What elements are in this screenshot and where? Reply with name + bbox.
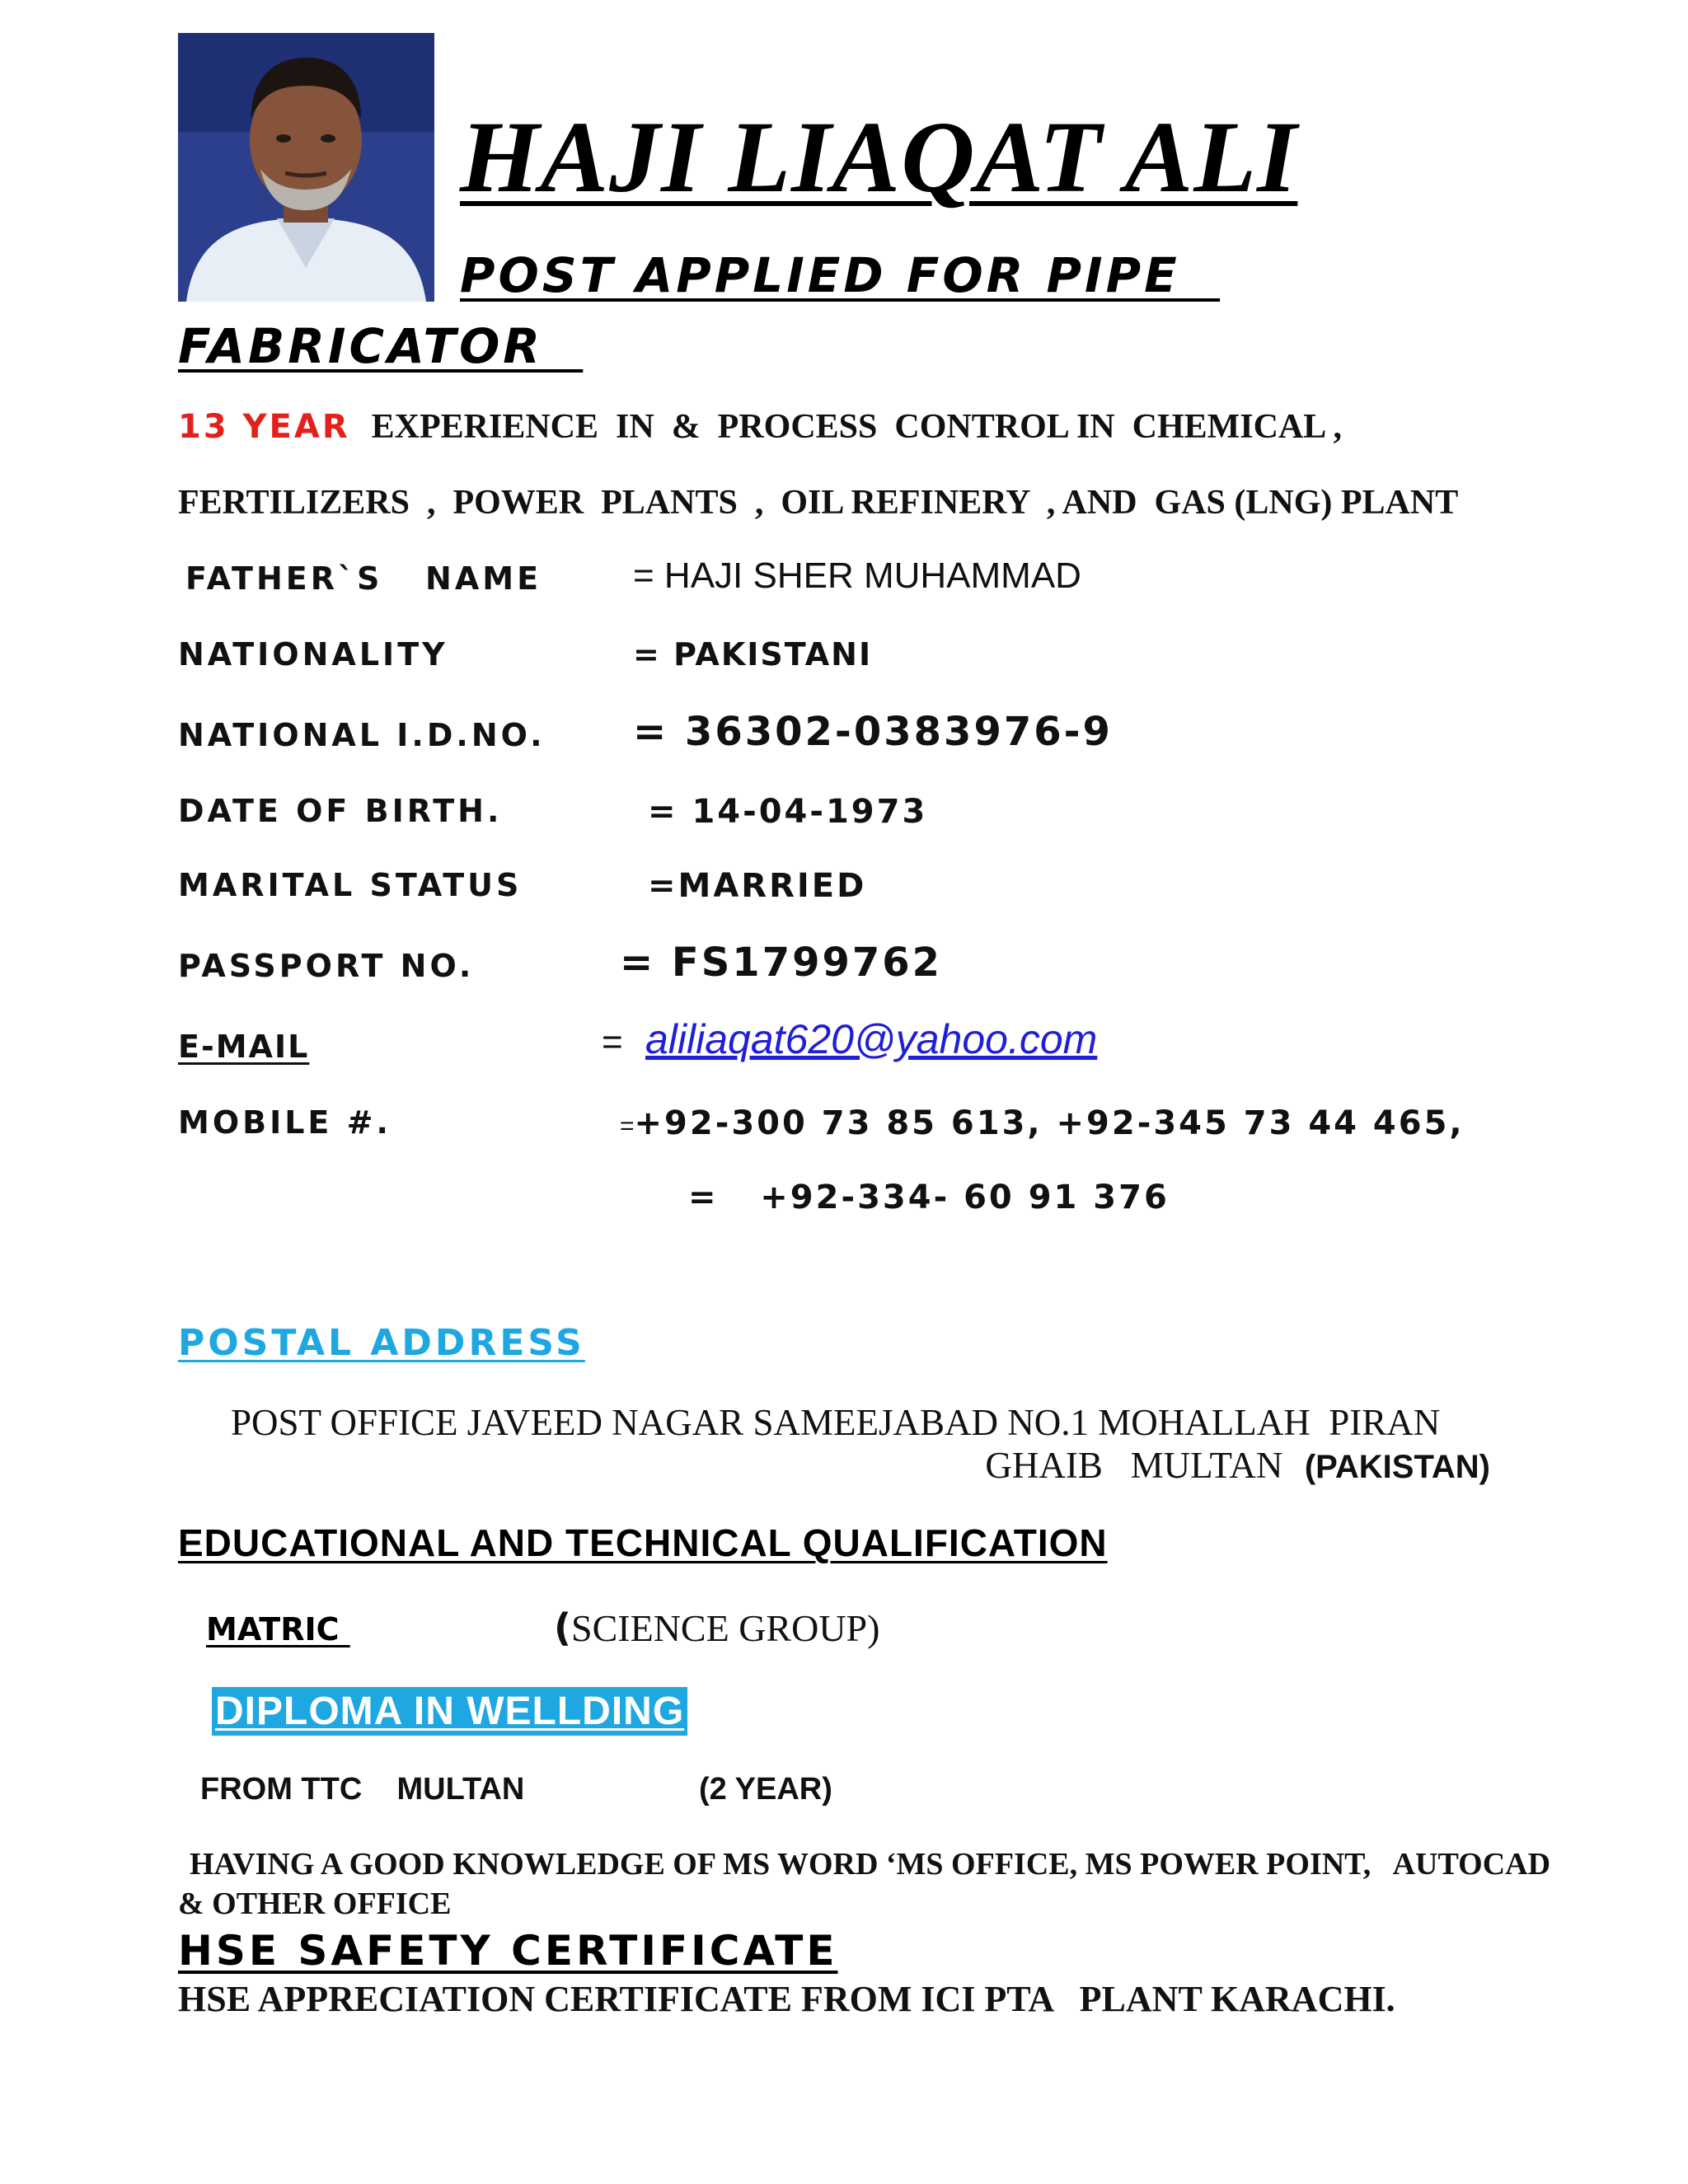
experience-line1: [178, 407, 1342, 447]
postal-address-country: (PAKISTAN): [1304, 1449, 1490, 1485]
diploma-duration: (2 YEAR): [699, 1772, 832, 1807]
national-id-value: = 36302-0383976-9: [633, 709, 1113, 755]
education-heading: EDUCATIONAL AND TECHNICAL QUALIFICATION: [178, 1521, 1108, 1564]
date-of-birth-label: DATE OF BIRTH.: [178, 793, 503, 829]
diploma-institute: FROM TTC MULTAN: [200, 1772, 525, 1807]
father-name-value: = HAJI SHER MUHAMMAD: [633, 555, 1081, 596]
postal-address-line2: [985, 1444, 1490, 1487]
hse-certificate-text: HSE APPRECIATION CERTIFICATE FROM ICI PTA PLANT KARACHI.: [178, 1979, 1395, 2019]
date-of-birth-value: = 14-04-1973: [648, 793, 928, 831]
nationality-value: = PAKISTANI: [633, 636, 873, 673]
marital-status-value: =MARRIED: [648, 867, 867, 905]
knowledge-line2: & OTHER OFFICE: [178, 1886, 452, 1921]
knowledge-line1: HAVING A GOOD KNOWLEDGE OF MS WORD ‘MS OFFICE, MS POWER POINT, AUTOCAD: [190, 1847, 1551, 1882]
email-equals: =: [602, 1022, 623, 1062]
marital-status-label: MARITAL STATUS: [178, 867, 523, 903]
postal-address-city: GHAIB MULTAN: [985, 1445, 1301, 1486]
matric-value: [554, 1605, 879, 1650]
hse-heading: HSE SAFETY CERTIFICATE: [178, 1927, 838, 1975]
father-name-label: FATHER`S NAME: [185, 560, 542, 597]
person-portrait-icon: [178, 33, 434, 302]
nationality-label: NATIONALITY: [178, 636, 448, 673]
mobile-line1: [620, 1104, 1465, 1142]
national-id-label: NATIONAL I.D.NO.: [178, 717, 546, 753]
experience-years: 13 YEAR: [178, 408, 350, 446]
mobile-numbers-2: = +92-334- 60 91 376: [688, 1179, 1170, 1216]
experience-line2: FERTILIZERS , POWER PLANTS , OIL REFINERY , AND GAS (LNG) PLANT: [178, 484, 1459, 522]
post-applied-line1: POST APPLIED FOR PIPE: [460, 247, 1221, 303]
mobile-numbers-1: +92-300 73 85 613, +92-345 73 44 465,: [634, 1104, 1465, 1142]
postal-address-heading: POSTAL ADDRESS: [178, 1322, 585, 1364]
applicant-name: HAJI LIAQAT ALI: [460, 101, 1298, 213]
matric-paren: (: [554, 1605, 572, 1650]
post-applied-line2: FABRICATOR: [178, 318, 584, 374]
email-label: E-MAIL: [178, 1029, 310, 1065]
mobile-equals: =: [620, 1113, 635, 1140]
mobile-label: MOBILE #.: [178, 1104, 392, 1141]
postal-address-line1: POST OFFICE JAVEED NAGAR SAMEEJABAD NO.1 MOHALLAH PIRAN: [231, 1402, 1441, 1443]
email-link[interactable]: aliliaqat620@yahoo.com: [645, 1016, 1098, 1062]
matric-group: SCIENCE GROUP): [571, 1607, 880, 1649]
diploma-heading: DIPLOMA IN WELLDING: [212, 1687, 687, 1736]
passport-label: PASSPORT NO.: [178, 948, 475, 984]
profile-photo: [178, 33, 434, 302]
passport-value: = FS1799762: [620, 940, 943, 986]
matric-label: MATRIC: [206, 1611, 350, 1647]
experience-text: EXPERIENCE IN & PROCESS CONTROL IN CHEMICAL ,: [371, 408, 1342, 446]
